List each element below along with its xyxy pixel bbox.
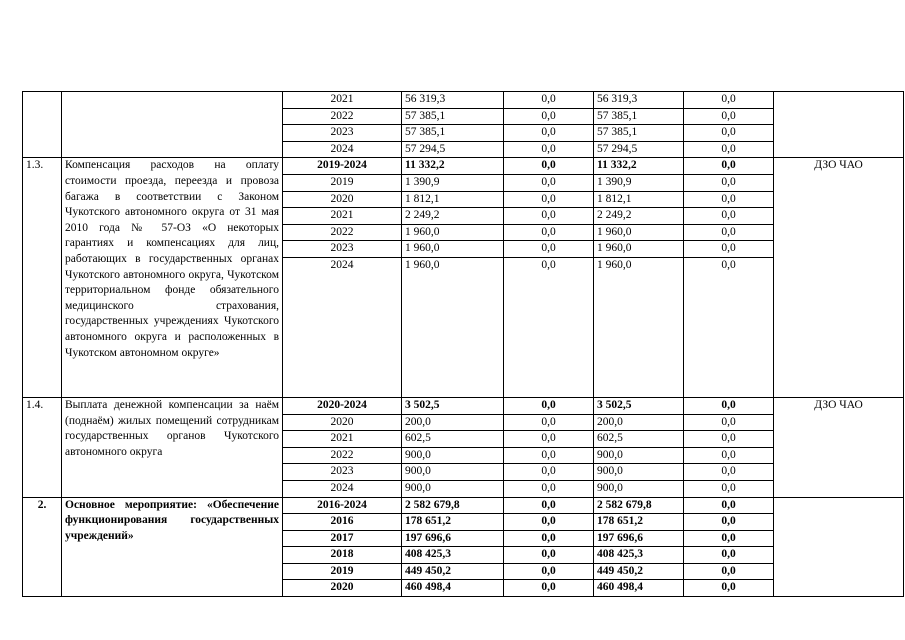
executor-cell: ДЗО ЧАО xyxy=(774,397,904,497)
value-cell: 178 651,2 xyxy=(594,514,684,531)
value-cell: 1 960,0 xyxy=(594,224,684,241)
year-cell: 2024 xyxy=(283,480,402,497)
value-cell: 0,0 xyxy=(504,208,594,225)
total-cell: 197 696,6 xyxy=(402,530,504,547)
value-cell: 0,0 xyxy=(504,447,594,464)
value-cell: 1 812,1 xyxy=(594,191,684,208)
value-cell: 900,0 xyxy=(594,447,684,464)
total-cell: 1 960,0 xyxy=(402,257,504,397)
value-cell: 408 425,3 xyxy=(594,547,684,564)
value-cell: 0,0 xyxy=(684,580,774,597)
value-cell: 0,0 xyxy=(504,514,594,531)
value-cell: 0,0 xyxy=(684,514,774,531)
value-cell: 0,0 xyxy=(684,241,774,258)
value-cell: 0,0 xyxy=(504,397,594,414)
value-cell: 57 385,1 xyxy=(594,125,684,142)
budget-table xyxy=(22,91,904,597)
value-cell: 0,0 xyxy=(504,191,594,208)
row-number-cell xyxy=(23,92,62,158)
description-cell xyxy=(62,92,283,158)
value-cell: 0,0 xyxy=(684,447,774,464)
value-cell: 0,0 xyxy=(504,174,594,191)
value-cell: 0,0 xyxy=(684,141,774,158)
executor-cell xyxy=(774,497,904,597)
total-cell: 1 390,9 xyxy=(402,174,504,191)
year-cell: 2020 xyxy=(283,191,402,208)
value-cell: 0,0 xyxy=(504,257,594,397)
value-cell: 0,0 xyxy=(504,141,594,158)
total-cell: 449 450,2 xyxy=(402,563,504,580)
value-cell: 602,5 xyxy=(594,431,684,448)
value-cell: 0,0 xyxy=(684,92,774,109)
year-cell: 2024 xyxy=(283,257,402,397)
value-cell: 197 696,6 xyxy=(594,530,684,547)
value-cell: 0,0 xyxy=(684,464,774,481)
value-cell: 0,0 xyxy=(684,125,774,142)
value-cell: 0,0 xyxy=(504,158,594,175)
table-row xyxy=(23,158,904,175)
value-cell: 0,0 xyxy=(504,563,594,580)
value-cell: 200,0 xyxy=(594,414,684,431)
total-cell: 900,0 xyxy=(402,480,504,497)
executor-cell: ДЗО ЧАО xyxy=(774,158,904,398)
value-cell: 0,0 xyxy=(684,547,774,564)
value-cell: 0,0 xyxy=(504,224,594,241)
value-cell: 2 582 679,8 xyxy=(594,497,684,514)
value-cell: 0,0 xyxy=(684,414,774,431)
year-cell: 2021 xyxy=(283,92,402,109)
table-row xyxy=(23,497,904,514)
year-cell: 2022 xyxy=(283,224,402,241)
value-cell: 3 502,5 xyxy=(594,397,684,414)
year-cell: 2017 xyxy=(283,530,402,547)
year-cell: 2018 xyxy=(283,547,402,564)
year-cell: 2023 xyxy=(283,125,402,142)
value-cell: 0,0 xyxy=(504,241,594,258)
value-cell: 0,0 xyxy=(684,208,774,225)
value-cell: 0,0 xyxy=(684,397,774,414)
year-cell: 2020 xyxy=(283,414,402,431)
year-cell: 2019 xyxy=(283,174,402,191)
value-cell: 0,0 xyxy=(504,92,594,109)
value-cell: 0,0 xyxy=(684,191,774,208)
year-cell: 2024 xyxy=(283,141,402,158)
total-cell: 2 582 679,8 xyxy=(402,497,504,514)
value-cell: 1 960,0 xyxy=(594,241,684,258)
table-row xyxy=(23,397,904,414)
total-cell: 1 960,0 xyxy=(402,224,504,241)
total-cell: 2 249,2 xyxy=(402,208,504,225)
value-cell: 1 960,0 xyxy=(594,257,684,397)
year-cell: 2022 xyxy=(283,108,402,125)
value-cell: 0,0 xyxy=(504,547,594,564)
year-cell: 2019-2024 xyxy=(283,158,402,175)
value-cell: 900,0 xyxy=(594,464,684,481)
value-cell: 460 498,4 xyxy=(594,580,684,597)
total-cell: 1 812,1 xyxy=(402,191,504,208)
total-cell: 900,0 xyxy=(402,447,504,464)
total-cell: 57 385,1 xyxy=(402,125,504,142)
value-cell: 0,0 xyxy=(504,497,594,514)
row-number-cell: 1.3. xyxy=(23,158,62,398)
value-cell: 0,0 xyxy=(684,224,774,241)
description-cell: Компенсация расходов на оплату стоимости проезда, переезда и провоза багажа в соответствии с Законом Чукотского автономного округа от 31 мая 2010 года № 57-ОЗ «О некоторых гарантиях и компенсациях для лиц, работающих в государственных органах Чукотского автономного округа, Чукотском территориальном фонде обязательного медицинского страхования, государственных учреждениях Чукотского автономного округа и расположенных в Чукотском автономном округе» xyxy=(62,158,283,398)
year-cell: 2023 xyxy=(283,241,402,258)
total-cell: 602,5 xyxy=(402,431,504,448)
value-cell: 0,0 xyxy=(684,108,774,125)
value-cell: 0,0 xyxy=(684,257,774,397)
year-cell: 2021 xyxy=(283,208,402,225)
value-cell: 0,0 xyxy=(504,431,594,448)
value-cell: 900,0 xyxy=(594,480,684,497)
value-cell: 2 249,2 xyxy=(594,208,684,225)
value-cell: 0,0 xyxy=(684,530,774,547)
year-cell: 2020 xyxy=(283,580,402,597)
value-cell: 0,0 xyxy=(504,480,594,497)
value-cell: 11 332,2 xyxy=(594,158,684,175)
total-cell: 1 960,0 xyxy=(402,241,504,258)
total-cell: 178 651,2 xyxy=(402,514,504,531)
year-cell: 2019 xyxy=(283,563,402,580)
year-cell: 2022 xyxy=(283,447,402,464)
total-cell: 200,0 xyxy=(402,414,504,431)
total-cell: 57 385,1 xyxy=(402,108,504,125)
value-cell: 0,0 xyxy=(684,563,774,580)
value-cell: 449 450,2 xyxy=(594,563,684,580)
row-number-cell: 1.4. xyxy=(23,397,62,497)
year-cell: 2020-2024 xyxy=(283,397,402,414)
description-cell: Выплата денежной компенсации за наём (поднаём) жилых помещений сотрудникам государственных органов Чукотского автономного округа xyxy=(62,397,283,497)
total-cell: 57 294,5 xyxy=(402,141,504,158)
total-cell: 3 502,5 xyxy=(402,397,504,414)
value-cell: 0,0 xyxy=(504,108,594,125)
value-cell: 0,0 xyxy=(684,497,774,514)
total-cell: 460 498,4 xyxy=(402,580,504,597)
value-cell: 0,0 xyxy=(684,174,774,191)
value-cell: 0,0 xyxy=(504,125,594,142)
total-cell: 11 332,2 xyxy=(402,158,504,175)
executor-cell xyxy=(774,92,904,158)
value-cell: 0,0 xyxy=(504,464,594,481)
year-cell: 2016 xyxy=(283,514,402,531)
value-cell: 56 319,3 xyxy=(594,92,684,109)
table-row xyxy=(23,92,904,109)
value-cell: 0,0 xyxy=(504,530,594,547)
total-cell: 900,0 xyxy=(402,464,504,481)
description-cell: Основное мероприятие: «Обеспечение функционирования государственных учреждений» xyxy=(62,497,283,597)
value-cell: 1 390,9 xyxy=(594,174,684,191)
total-cell: 408 425,3 xyxy=(402,547,504,564)
value-cell: 0,0 xyxy=(684,431,774,448)
value-cell: 0,0 xyxy=(504,580,594,597)
year-cell: 2016-2024 xyxy=(283,497,402,514)
value-cell: 0,0 xyxy=(684,480,774,497)
value-cell: 57 385,1 xyxy=(594,108,684,125)
year-cell: 2023 xyxy=(283,464,402,481)
value-cell: 57 294,5 xyxy=(594,141,684,158)
value-cell: 0,0 xyxy=(684,158,774,175)
row-number-cell: 2. xyxy=(23,497,62,597)
total-cell: 56 319,3 xyxy=(402,92,504,109)
year-cell: 2021 xyxy=(283,431,402,448)
value-cell: 0,0 xyxy=(504,414,594,431)
